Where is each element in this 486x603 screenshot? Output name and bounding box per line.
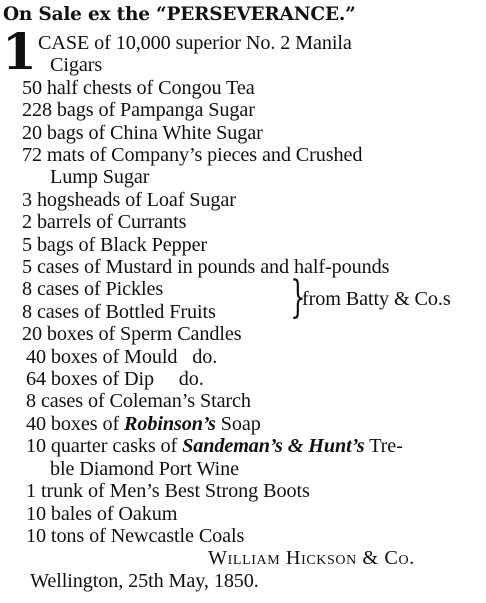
list-item: 228 bags of Pampanga Sugar bbox=[22, 99, 255, 122]
batty-brace-group bbox=[0, 272, 486, 324]
list-item: 3 hogsheads of Loaf Sugar bbox=[22, 188, 236, 211]
list-item: 40 boxes of Mould do. bbox=[26, 345, 218, 368]
list-item: 2 barrels of Currants bbox=[22, 211, 187, 234]
dateline: Wellington, 25th May, 1850. bbox=[30, 569, 259, 592]
list-item: 1 trunk of Men’s Best Strong Boots bbox=[26, 480, 310, 503]
list-item: 64 boxes of Dip do. bbox=[26, 368, 204, 391]
list-item: 50 half chests of Congou Tea bbox=[22, 76, 255, 99]
list-item-continuation: ble Diamond Port Wine bbox=[50, 457, 240, 480]
item-text: Tre- bbox=[364, 435, 403, 458]
list-item-continuation: Cigars bbox=[50, 54, 103, 77]
drop-cap: 1 bbox=[2, 22, 37, 81]
signature: William Hickson & Co. bbox=[208, 547, 415, 570]
brand-name: Robinson’s bbox=[124, 412, 216, 435]
list-item bbox=[0, 413, 486, 435]
list-item: 5 bags of Black Pepper bbox=[22, 233, 208, 256]
list-item: 20 boxes of Sperm Candles bbox=[22, 323, 242, 346]
list-item: 8 cases of Pickles bbox=[22, 278, 164, 301]
list-item: CASE of 10,000 superior No. 2 Manila bbox=[38, 32, 352, 54]
list-item: 20 bags of China White Sugar bbox=[22, 121, 263, 144]
list-item: 72 mats of Company’s pieces and Crushed bbox=[22, 144, 363, 167]
item-text: Soap bbox=[215, 412, 261, 435]
list-item-continuation: Lump Sugar bbox=[50, 166, 150, 189]
list-item: 10 bales of Oakum bbox=[26, 502, 178, 525]
list-item bbox=[0, 435, 486, 457]
headline: On Sale ex the “PERSEVERANCE.” bbox=[3, 4, 356, 25]
brace-note: from Batty & Co.s bbox=[302, 288, 451, 311]
list-item: 8 cases of Bottled Fruits bbox=[22, 300, 216, 323]
list-item: 5 cases of Mustard in pounds and half-pounds bbox=[22, 256, 390, 279]
list-item: 10 tons of Newcastle Coals bbox=[26, 524, 245, 547]
brand-name: Sandeman’s & Hunt’s bbox=[182, 435, 365, 458]
item-list bbox=[0, 32, 486, 592]
item-text: 10 quarter casks of bbox=[26, 435, 183, 458]
curly-brace: } bbox=[290, 272, 306, 324]
item-text: 40 boxes of bbox=[26, 412, 125, 435]
list-item: 8 cases of Coleman’s Starch bbox=[26, 390, 251, 413]
